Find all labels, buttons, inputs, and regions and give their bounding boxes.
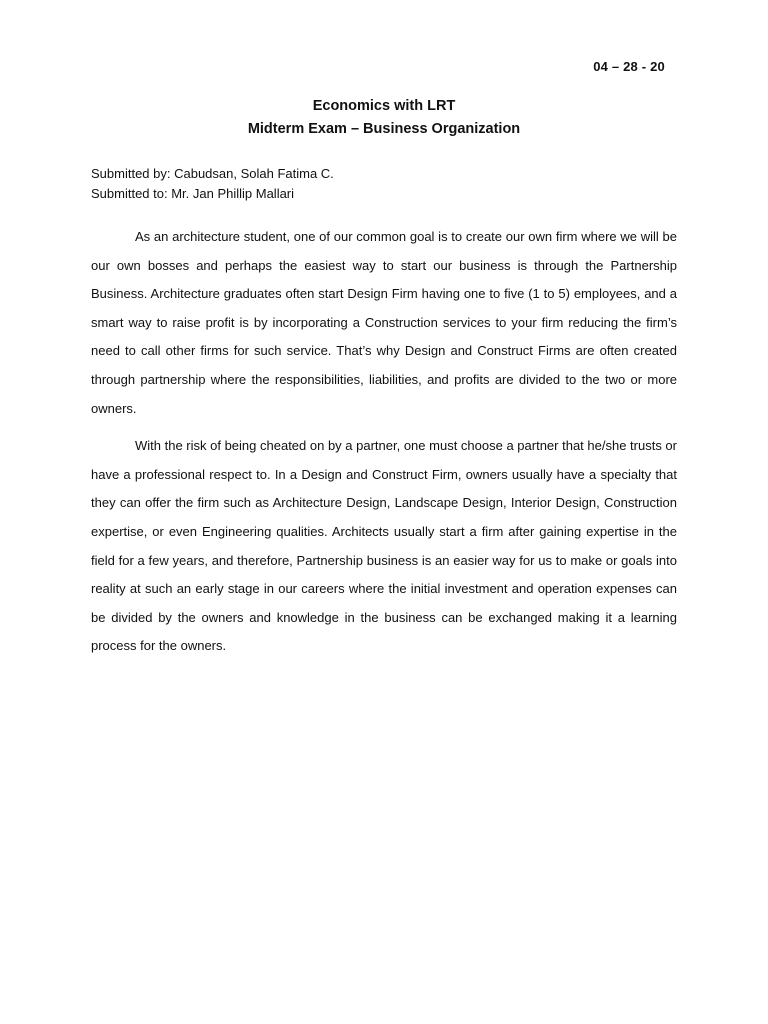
title-line-exam: Midterm Exam – Business Organization [247, 121, 521, 137]
submitted-to: Submitted to: Mr. Jan Phillip Mallari [91, 186, 295, 201]
submitted-by: Submitted by: Cabudsan, Solah Fatima C. [91, 166, 334, 181]
paragraph-2: With the risk of being cheated on by a partner, one must choose a partner that he/she trusts or have a professional respect to. In a Design and Construct Firm, owners usually have a specialty that they can offer the firm such as Architecture Design, Landscape Design, Interior Design, Construction expertise, or even Engineering qualities. Architects usually start a firm after gaining expertise in the field for a few years, and therefore, Partnership business is an easier way for us to make or goals into reality at such an early stage in our careers where the initial investment and operation expenses can be divided by the owners and knowledge in the business can be exchanged making it a learning process for the owners. [91, 438, 677, 654]
paragraph-1: As an architecture student, one of our common goal is to create our own firm where we will be our own bosses and perhaps the easiest way to start our business is through the Partnership Business. Architecture graduates often start Design Firm having one to five (1 to 5) employees, and a smart way to raise profit is by incorporating a Construction services to your firm reducing the firm’s need to call other firms for such service. That’s why Design and Construct Firms are often created through partnership where the responsibilities, liabilities, and profits are divided to the two or more owners. [91, 229, 677, 416]
document-title [0, 95, 768, 141]
document-body [91, 223, 677, 670]
title-line-course: Economics with LRT [312, 98, 456, 114]
document-date: 04 – 28 - 20 [593, 59, 665, 74]
submission-info [91, 164, 334, 204]
